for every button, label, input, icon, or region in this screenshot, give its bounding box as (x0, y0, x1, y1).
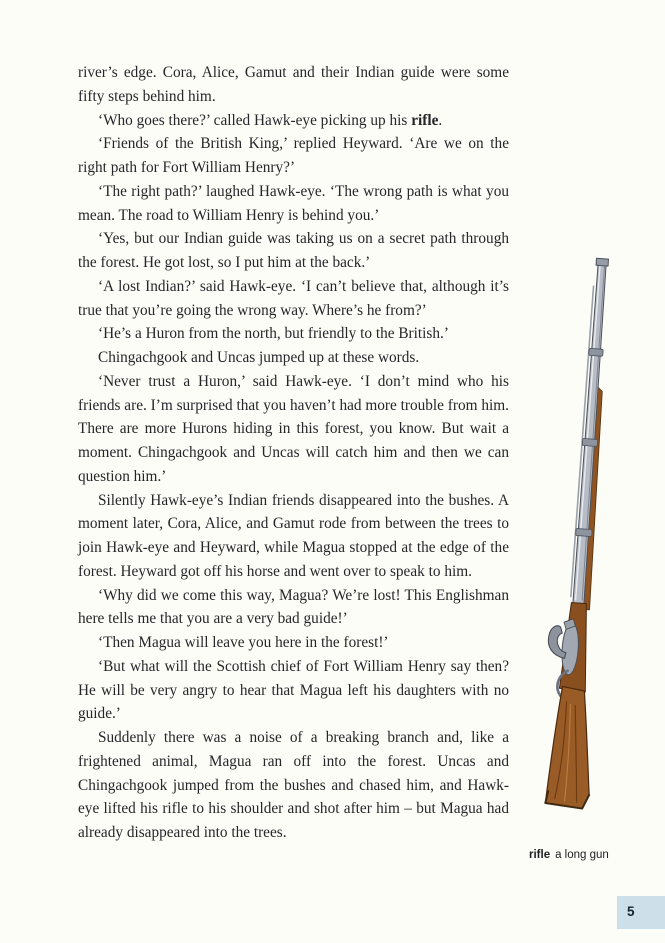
barrel-band (582, 438, 598, 446)
bold-text-run: rifle (411, 111, 439, 129)
page-number: 5 (627, 904, 635, 919)
text-run: ‘Who goes there?’ called Hawk-eye picking up his (98, 111, 412, 129)
barrel-band (589, 348, 604, 356)
text-run: ‘The right path?’ laughed Hawk-eye. ‘The wrong path is what you mean. The road to William Henry is behind you.’ (78, 182, 509, 224)
text-run: ‘A lost Indian?’ said Hawk-eye. ‘I can’t believe that, although it’s true that you’re going the wrong way. Where’s he from?’ (78, 277, 509, 319)
paragraph (78, 180, 509, 228)
paragraph (78, 109, 509, 133)
rifle-figure (520, 256, 622, 818)
glossary-caption (529, 849, 659, 861)
paragraph (78, 655, 509, 726)
flintlock-rifle-illustration (520, 256, 622, 818)
text-run: ‘Why did we come this way, Magua? We’re lost! This Englishman here tells me that you are a very bad guide!’ (78, 586, 509, 628)
text-run: ‘But what will the Scottish chief of Fort William Henry say then? He will be very angry to hear that Magua left his daughters with no guide.’ (78, 657, 509, 723)
paragraph (78, 322, 509, 346)
body-text (78, 61, 509, 845)
text-run: ‘Friends of the British King,’ replied Heyward. ‘Are we on the right path for Fort William Henry?’ (78, 135, 509, 176)
barrel-band (576, 528, 593, 536)
glossary-term: rifle (529, 849, 551, 861)
text-run: ‘Yes, but our Indian guide was taking us on a secret path through the forest. He got lost, so I put him at the back.’ (78, 230, 509, 271)
paragraph (78, 489, 509, 584)
paragraph (78, 227, 509, 275)
text-run: ‘Then Magua will leave you here in the forest!’ (98, 634, 389, 651)
text-run: ‘He’s a Huron from the north, but friendly to the British.’ (98, 325, 449, 343)
paragraph (78, 726, 509, 845)
muzzle-cap (596, 258, 609, 266)
text-run: Suddenly there was a noise of a breaking branch and, like a frightened animal, Magua ran off into the forest. Uncas and Chingachgook jumped from the bushes and chased him, and Hawk-eye lifted his rifle to his shoulder and shot after him – but Magua had already disappeared into the trees. (78, 729, 509, 841)
text-run: Silently Hawk-eye’s Indian friends disappeared into the bushes. A moment later, Cora, Alice, and Gamut rode from between the trees to join Hawk-eye and Heyward, while Magua stopped at the edge of the forest. Heyward got off his horse and went over to speak to him. (78, 491, 509, 580)
paragraph (78, 275, 509, 323)
page-number-box (617, 896, 665, 929)
text-run: Chingachgook and Uncas jumped up at these words. (98, 349, 420, 366)
text-run: ‘Never trust a Huron,’ said Hawk-eye. ‘I don’t mind who his friends are. I’m surprised that you haven’t had more trouble from him. There are more Hurons hiding in this forest, you know. But wait a moment. Chingachgook and Uncas will catch him and then we can question him.’ (78, 372, 509, 485)
paragraph (78, 370, 509, 489)
paragraph (78, 61, 509, 109)
glossary-definition: a long gun (555, 849, 609, 861)
text-run: . (438, 111, 443, 129)
paragraph (78, 346, 509, 370)
paragraph (78, 132, 509, 180)
text-run: river’s edge. Cora, Alice, Gamut and their Indian guide were some fifty steps behind him. (78, 64, 509, 105)
paragraph (78, 584, 509, 632)
paragraph (78, 631, 509, 655)
